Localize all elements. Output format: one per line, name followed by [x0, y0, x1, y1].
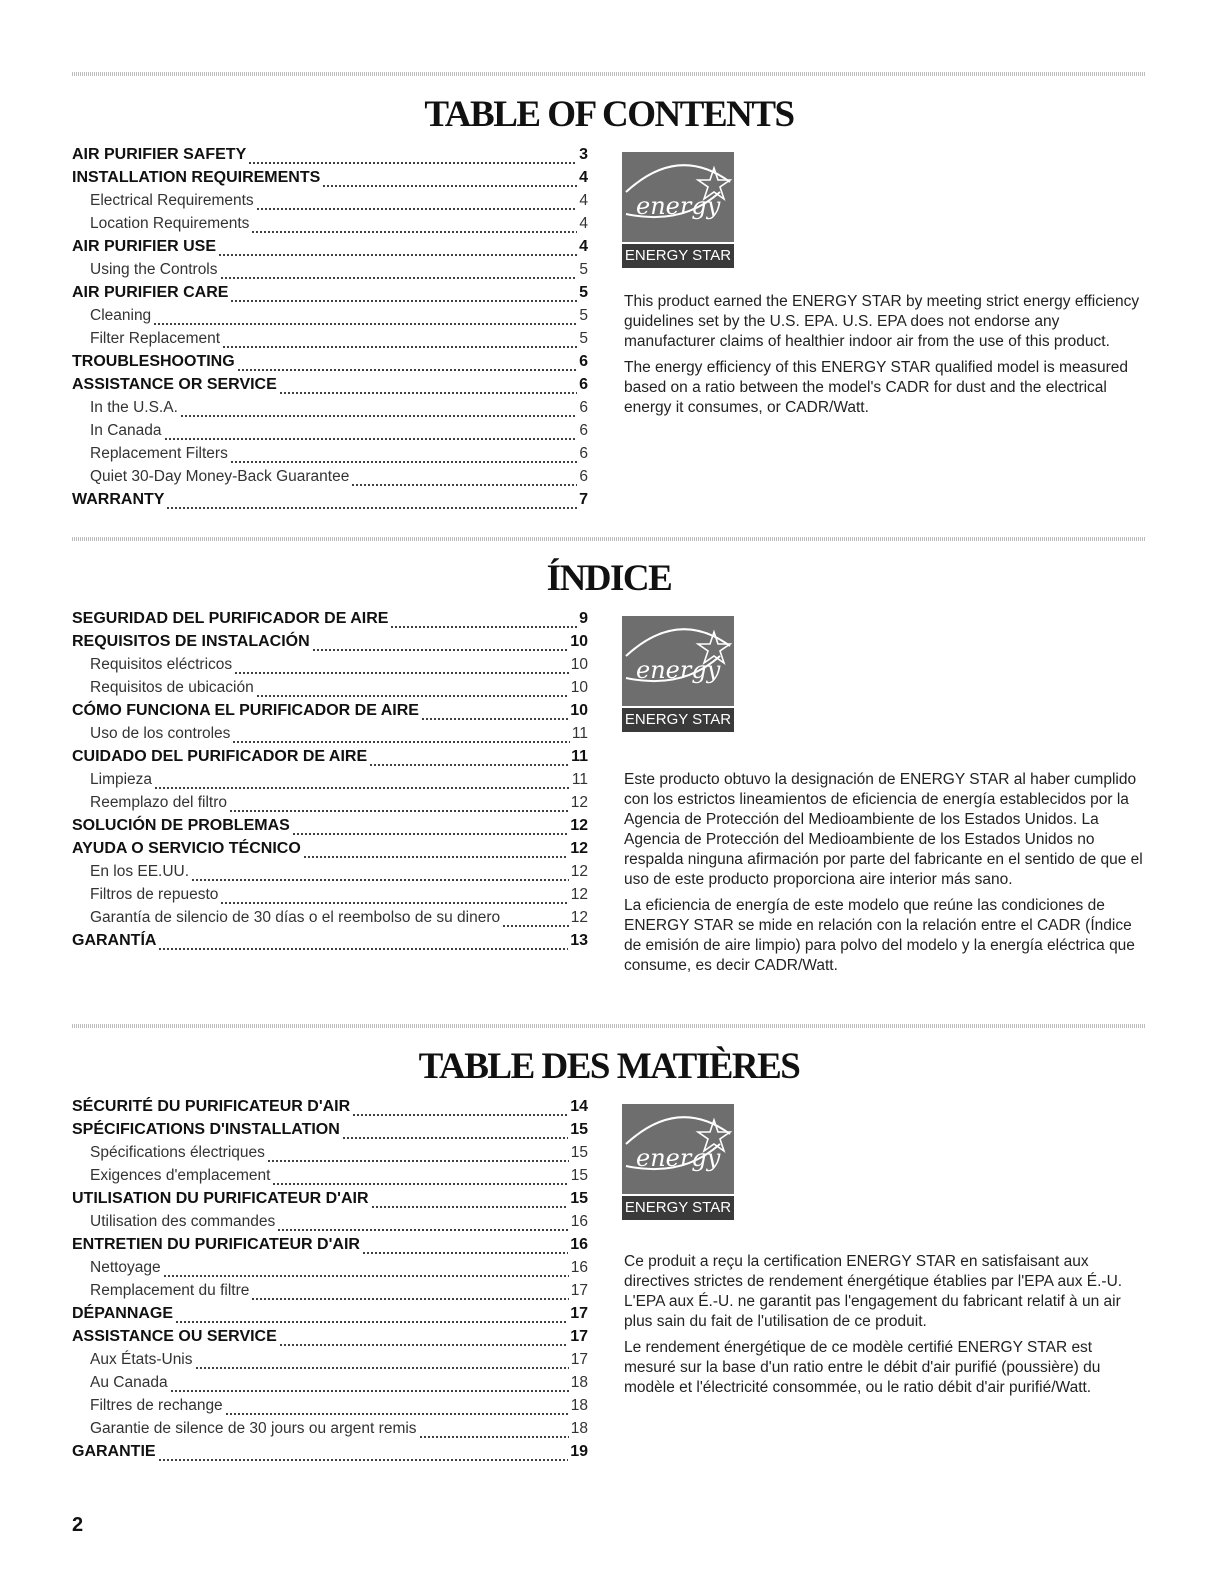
toc-entry[interactable]	[72, 1305, 588, 1328]
toc-entry-label: WARRANTY	[72, 491, 165, 508]
toc-entry-page: 13	[570, 932, 588, 949]
toc-entry-page: 4	[579, 169, 588, 186]
toc-dot-leader	[170, 1390, 569, 1392]
toc-entry-label: AIR PURIFIER SAFETY	[72, 146, 247, 163]
toc-entry-label: Electrical Requirements	[90, 192, 254, 209]
toc-entry[interactable]	[72, 353, 588, 376]
energy-star-label: ENERGY STAR	[622, 1196, 734, 1220]
page-number: 2	[72, 1514, 84, 1536]
toc-dot-leader	[292, 833, 568, 835]
toc-entry-page: 10	[570, 656, 588, 673]
toc-entry[interactable]	[72, 491, 588, 514]
toc-entry[interactable]	[72, 1121, 588, 1144]
toc-entry-label: Exigences d'emplacement	[90, 1167, 271, 1184]
toc-entry-page: 18	[570, 1420, 588, 1437]
toc-dot-leader	[390, 626, 577, 628]
toc-entry[interactable]	[72, 1236, 588, 1259]
toc-dot-leader	[251, 231, 577, 233]
energy-star-icon	[622, 616, 734, 706]
toc-dot-leader	[369, 764, 569, 766]
toc-dot-leader	[153, 323, 577, 325]
energy-star-description	[624, 292, 1144, 424]
toc-dot-leader	[220, 902, 568, 904]
toc-entry-label: Filtres de rechange	[90, 1397, 223, 1414]
energy-star-label: ENERGY STAR	[622, 708, 734, 732]
toc-dot-leader	[180, 415, 577, 417]
toc-entry[interactable]	[72, 932, 588, 955]
toc-dot-leader	[362, 1252, 568, 1254]
toc-entry[interactable]	[72, 771, 588, 794]
toc-dot-leader	[225, 1413, 569, 1415]
toc-entry-page: 4	[579, 215, 588, 232]
toc-entry-label: SPÉCIFICATIONS D'INSTALLATION	[72, 1121, 340, 1138]
toc-dot-leader	[352, 1114, 568, 1116]
toc-dot-leader	[277, 1229, 569, 1231]
toc-entry-label: Spécifications électriques	[90, 1144, 265, 1161]
toc-dot-leader	[175, 1321, 568, 1323]
toc-dot-leader	[163, 1275, 569, 1277]
toc-entry[interactable]	[72, 399, 588, 422]
toc-entry[interactable]	[72, 610, 588, 633]
toc-entry-page: 9	[579, 610, 588, 627]
toc-entry-label: CUIDADO DEL PURIFICADOR DE AIRE	[72, 748, 368, 765]
toc-entry-page: 12	[570, 840, 588, 857]
toc-entry-label: CÓMO FUNCIONA EL PURIFICADOR DE AIRE	[72, 702, 419, 719]
toc-dot-leader	[195, 1367, 569, 1369]
toc-entry-page: 15	[570, 1121, 588, 1138]
toc-entry[interactable]	[72, 1259, 588, 1282]
toc-entry[interactable]	[72, 633, 588, 656]
toc-entry-page: 18	[570, 1397, 588, 1414]
section-divider	[72, 72, 1146, 76]
toc-dot-leader	[256, 695, 569, 697]
toc-entry-page: 14	[570, 1098, 588, 1115]
section-title: TABLE OF CONTENTS	[424, 94, 794, 135]
toc-entry-label: INSTALLATION REQUIREMENTS	[72, 169, 321, 186]
toc-entry-page: 10	[570, 633, 588, 650]
toc-dot-leader	[220, 277, 578, 279]
toc-entry-page: 5	[579, 284, 588, 301]
toc-entry[interactable]	[72, 656, 588, 679]
toc-entry-label: SEGURIDAD DEL PURIFICADOR DE AIRE	[72, 610, 389, 627]
toc-entry[interactable]	[72, 840, 588, 863]
toc-dot-leader	[279, 1344, 568, 1346]
toc-entry[interactable]	[72, 725, 588, 748]
toc-dot-leader	[256, 208, 578, 210]
toc-entry-label: Location Requirements	[90, 215, 250, 232]
toc-dot-leader	[303, 856, 568, 858]
toc-entry-label: ENTRETIEN DU PURIFICATEUR D'AIR	[72, 1236, 360, 1253]
section-title: ÍNDICE	[546, 558, 672, 599]
section-divider	[72, 1024, 1146, 1028]
toc-entry[interactable]	[72, 794, 588, 817]
toc-dot-leader	[312, 649, 569, 651]
toc-entry-page: 6	[579, 376, 588, 393]
toc-entry-page: 12	[570, 817, 588, 834]
toc-entry[interactable]	[72, 1167, 588, 1190]
toc-entry-page: 16	[570, 1213, 588, 1230]
toc-dot-leader	[371, 1206, 569, 1208]
toc-dot-leader	[272, 1183, 568, 1185]
toc-entry-page: 6	[579, 468, 588, 485]
toc-dot-leader	[322, 185, 577, 187]
toc-list	[72, 146, 588, 514]
toc-dot-leader	[230, 300, 577, 302]
toc-entry-page: 6	[579, 399, 588, 416]
toc-entry[interactable]	[72, 422, 588, 445]
toc-entry[interactable]	[72, 909, 588, 932]
toc-entry-page: 16	[570, 1259, 588, 1276]
toc-entry-label: Reemplazo del filtro	[90, 794, 227, 811]
toc-entry-label: AYUDA O SERVICIO TÉCNICO	[72, 840, 301, 857]
toc-entry-label: SOLUCIÓN DE PROBLEMAS	[72, 817, 290, 834]
toc-entry-label: Quiet 30-Day Money-Back Guarantee	[90, 468, 350, 485]
toc-list	[72, 1098, 588, 1466]
toc-entry[interactable]	[72, 445, 588, 468]
toc-entry[interactable]	[72, 1190, 588, 1213]
toc-entry-page: 6	[579, 353, 588, 370]
toc-entry-page: 15	[570, 1167, 588, 1184]
toc-entry-label: GARANTÍA	[72, 932, 157, 949]
toc-entry-label: AIR PURIFIER CARE	[72, 284, 229, 301]
toc-entry[interactable]	[72, 748, 588, 771]
toc-entry-page: 11	[571, 748, 588, 765]
toc-dot-leader	[251, 1298, 568, 1300]
toc-entry-label: Uso de los controles	[90, 725, 231, 742]
toc-dot-leader	[164, 438, 578, 440]
energy-star-label: ENERGY STAR	[622, 244, 734, 268]
toc-entry-page: 12	[570, 794, 588, 811]
toc-entry[interactable]	[72, 1420, 588, 1443]
toc-entry-page: 17	[570, 1305, 588, 1322]
toc-entry[interactable]	[72, 215, 588, 238]
toc-entry-page: 4	[579, 192, 588, 209]
svg-text:energy: energy	[636, 656, 721, 684]
toc-dot-leader	[279, 392, 577, 394]
toc-dot-leader	[191, 879, 569, 881]
toc-entry-page: 15	[570, 1144, 588, 1161]
toc-entry-label: Remplacement du filtre	[90, 1282, 250, 1299]
toc-entry[interactable]	[72, 702, 588, 725]
section-spanish	[72, 556, 1146, 996]
energy-star-icon	[622, 152, 734, 242]
toc-entry-page: 12	[570, 886, 588, 903]
toc-dot-leader	[234, 672, 569, 674]
toc-dot-leader	[248, 162, 577, 164]
toc-entry[interactable]	[72, 238, 588, 261]
toc-entry-label: Au Canada	[90, 1374, 168, 1391]
energy-star-logo	[622, 1104, 734, 1220]
toc-entry-page: 15	[570, 1190, 588, 1207]
toc-entry[interactable]	[72, 330, 588, 353]
toc-entry-page: 10	[570, 679, 588, 696]
toc-entry-label: Garantía de silencio de 30 días o el reembolso de su dinero	[90, 909, 501, 926]
toc-entry-page: 10	[570, 702, 588, 719]
toc-entry-page: 11	[571, 771, 588, 788]
toc-entry-label: TROUBLESHOOTING	[72, 353, 235, 370]
toc-entry-label: In Canada	[90, 422, 162, 439]
toc-entry-page: 16	[570, 1236, 588, 1253]
toc-dot-leader	[166, 507, 577, 509]
toc-list	[72, 610, 588, 955]
toc-entry[interactable]	[72, 376, 588, 399]
toc-entry-page: 12	[570, 863, 588, 880]
energy-star-description	[624, 770, 1144, 982]
toc-entry-label: Garantie de silence de 30 jours ou argent remis	[90, 1420, 417, 1437]
section-title: TABLE DES MATIÈRES	[418, 1046, 800, 1087]
toc-entry-label: DÉPANNAGE	[72, 1305, 174, 1322]
toc-entry-page: 5	[579, 307, 588, 324]
toc-entry-label: SÉCURITÉ DU PURIFICATEUR D'AIR	[72, 1098, 351, 1115]
toc-entry-label: ASSISTANCE OR SERVICE	[72, 376, 277, 393]
toc-dot-leader	[237, 369, 577, 371]
toc-entry[interactable]	[72, 886, 588, 909]
section-divider	[72, 537, 1146, 541]
toc-entry-label: Cleaning	[90, 307, 152, 324]
toc-entry[interactable]	[72, 1282, 588, 1305]
toc-dot-leader	[502, 925, 569, 927]
toc-entry-label: Filtros de repuesto	[90, 886, 219, 903]
toc-entry-page: 17	[570, 1282, 588, 1299]
toc-entry[interactable]	[72, 1098, 588, 1121]
toc-entry-label: Requisitos eléctricos	[90, 656, 233, 673]
description-paragraph: Este producto obtuvo la designación de ENERGY STAR al haber cumplido con los estrictos lineamientos de eficiencia de energía establecidos por la Agencia de Protección del Medioambiente de los Estados Unidos. La Agencia de Protección del Medioambiente de los Estados Unidos no respalda ninguna afirmación por parte del fabricante en el sentido de que el uso de este producto proporciona aire interior más sano.	[624, 771, 1143, 888]
toc-entry-page: 6	[579, 422, 588, 439]
toc-entry-label: Aux États-Unis	[90, 1351, 193, 1368]
toc-dot-leader	[421, 718, 568, 720]
energy-star-logo	[622, 152, 734, 268]
toc-entry-label: Filter Replacement	[90, 330, 221, 347]
toc-entry-label: Using the Controls	[90, 261, 218, 278]
toc-entry-label: UTILISATION DU PURIFICATEUR D'AIR	[72, 1190, 369, 1207]
svg-text:energy: energy	[636, 1144, 721, 1172]
toc-entry-page: 5	[579, 330, 588, 347]
toc-entry-label: REQUISITOS DE INSTALACIÓN	[72, 633, 310, 650]
toc-entry[interactable]	[72, 817, 588, 840]
toc-dot-leader	[351, 484, 577, 486]
toc-entry-label: Limpieza	[90, 771, 153, 788]
toc-entry-page: 17	[570, 1351, 588, 1368]
toc-entry[interactable]	[72, 1397, 588, 1420]
toc-entry[interactable]	[72, 1213, 588, 1236]
toc-dot-leader	[267, 1160, 569, 1162]
toc-entry-page: 18	[570, 1374, 588, 1391]
energy-star-description	[624, 1252, 1144, 1404]
toc-dot-leader	[218, 254, 577, 256]
toc-dot-leader	[342, 1137, 568, 1139]
toc-entry-page: 17	[570, 1328, 588, 1345]
description-paragraph: The energy efficiency of this ENERGY STAR qualified model is measured based on a ratio between the model's CADR for dust and the electrical energy it consumes, or CADR/Watt.	[624, 359, 1128, 416]
toc-entry-label: In the U.S.A.	[90, 399, 178, 416]
toc-entry[interactable]	[72, 307, 588, 330]
toc-entry[interactable]	[72, 192, 588, 215]
toc-entry-page: 5	[579, 261, 588, 278]
toc-dot-leader	[222, 346, 577, 348]
toc-entry-label: Requisitos de ubicación	[90, 679, 254, 696]
toc-entry-page: 12	[570, 909, 588, 926]
toc-entry[interactable]	[72, 1351, 588, 1374]
toc-entry-page: 19	[570, 1443, 588, 1460]
toc-entry-page: 11	[571, 725, 588, 742]
toc-entry[interactable]	[72, 1443, 588, 1466]
section-english	[72, 92, 1146, 532]
energy-star-icon	[622, 1104, 734, 1194]
toc-entry[interactable]	[72, 146, 588, 169]
toc-dot-leader	[158, 948, 568, 950]
toc-entry[interactable]	[72, 1374, 588, 1397]
toc-entry-page: 7	[579, 491, 588, 508]
toc-entry[interactable]	[72, 261, 588, 284]
toc-dot-leader	[419, 1436, 569, 1438]
svg-text:energy: energy	[636, 192, 721, 220]
toc-dot-leader	[232, 741, 569, 743]
toc-dot-leader	[230, 461, 578, 463]
toc-entry-label: En los EE.UU.	[90, 863, 190, 880]
toc-entry[interactable]	[72, 468, 588, 491]
toc-entry[interactable]	[72, 284, 588, 307]
description-paragraph: Ce produit a reçu la certification ENERGY STAR en satisfaisant aux directives strictes de rendement énergétique établies par l'EPA aux É.-U. L'EPA aux É.-U. ne garantit pas l'engagement du fabricant relatif à un air plus sain du fait de l'utilisation de ce produit.	[624, 1253, 1123, 1330]
toc-entry-label: GARANTIE	[72, 1443, 156, 1460]
toc-dot-leader	[158, 1459, 569, 1461]
toc-entry-label: ASSISTANCE OU SERVICE	[72, 1328, 277, 1345]
toc-entry-label: AIR PURIFIER USE	[72, 238, 217, 255]
toc-entry-page: 3	[579, 146, 588, 163]
toc-entry-label: Replacement Filters	[90, 445, 228, 462]
toc-entry[interactable]	[72, 169, 588, 192]
description-paragraph: Le rendement énergétique de ce modèle certifié ENERGY STAR est mesuré sur la base d'un ratio entre le débit d'air purifié (poussière) du modèle et l'électricité consommée, ou le ratio débit d'air purifié/Watt.	[624, 1339, 1101, 1396]
energy-star-logo	[622, 616, 734, 732]
toc-entry-page: 6	[579, 445, 588, 462]
toc-entry[interactable]	[72, 1144, 588, 1167]
toc-entry-page: 4	[579, 238, 588, 255]
toc-entry-label: Utilisation des commandes	[90, 1213, 276, 1230]
toc-dot-leader	[229, 810, 569, 812]
toc-dot-leader	[154, 787, 570, 789]
description-paragraph: This product earned the ENERGY STAR by meeting strict energy efficiency guidelines set by the U.S. EPA. U.S. EPA does not endorse any manufacturer claims of healthier indoor air from the use of this product.	[624, 293, 1140, 350]
description-paragraph: La eficiencia de energía de este modelo que reúne las condiciones de ENERGY STAR se mide en relación con la relación entre el CADR (Índice de emisión de aire limpio) para polvo del modelo y la energía eléctrica que consume, es decir CADR/Watt.	[624, 897, 1135, 974]
toc-entry[interactable]	[72, 1328, 588, 1351]
toc-entry[interactable]	[72, 679, 588, 702]
toc-entry-label: Nettoyage	[90, 1259, 161, 1276]
toc-entry[interactable]	[72, 863, 588, 886]
section-french	[72, 1044, 1146, 1484]
